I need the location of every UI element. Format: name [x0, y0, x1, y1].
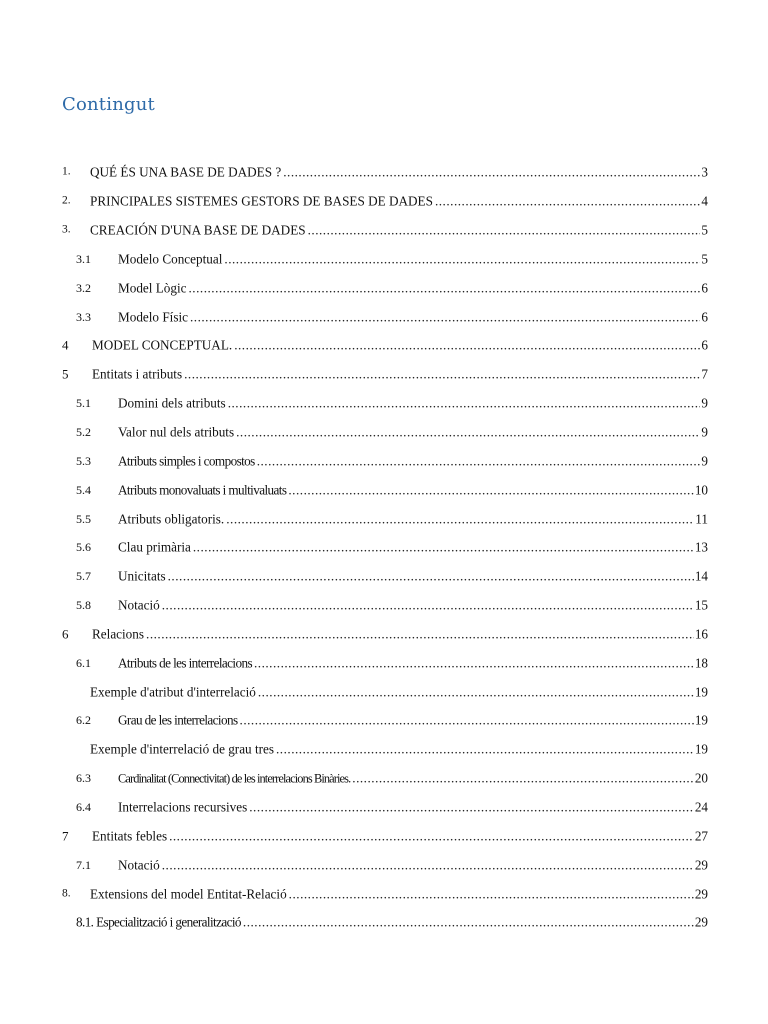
toc-entry[interactable] — [0, 620, 768, 649]
dot-leader — [193, 541, 694, 554]
toc-entry-page: 27 — [694, 828, 708, 844]
toc-entry[interactable] — [0, 504, 768, 533]
toc-entry-page: 9 — [701, 424, 708, 440]
toc-entry-page: 19 — [694, 741, 708, 757]
toc-entry-label: MODEL CONCEPTUAL. — [92, 337, 233, 353]
toc-entry-number: 1. — [62, 165, 71, 178]
toc-entry-number: 3.3 — [76, 309, 91, 324]
dot-leader — [254, 656, 694, 669]
toc-entry-label: Model Lògic — [118, 280, 187, 296]
toc-entry-label: Atributs monovaluats i multivaluats — [118, 482, 287, 498]
toc-entry-number: 6.1 — [76, 655, 91, 670]
dot-leader — [257, 454, 701, 467]
toc-entry[interactable] — [0, 331, 768, 360]
toc-entry-page: 4 — [701, 193, 708, 209]
toc-entry-number: 5.1 — [76, 396, 91, 411]
dot-leader — [184, 368, 700, 381]
toc-entry-number: 6.2 — [76, 713, 91, 728]
toc-entry-number: 5.6 — [76, 540, 91, 555]
toc-entry-number: 6.3 — [76, 771, 91, 786]
toc-entry-page: 6 — [701, 280, 708, 296]
toc-entry[interactable] — [0, 446, 768, 475]
dot-leader — [283, 166, 700, 179]
toc-entry-label: Modelo Conceptual — [118, 251, 223, 267]
toc-entry-label: Notació — [118, 857, 160, 873]
toc-entry[interactable] — [0, 562, 768, 591]
toc-entry-label: CREACIÓN D'UNA BASE DE DADES — [90, 222, 306, 238]
toc-entry-label: Unicitats — [118, 568, 166, 584]
toc-entry-label: Interrelacions recursives — [118, 799, 248, 815]
toc-entry[interactable] — [0, 648, 768, 677]
toc-entry-page: 24 — [694, 799, 708, 815]
toc-entry-page: 19 — [694, 712, 708, 728]
toc-entry-page: 9 — [701, 453, 708, 469]
toc-entry[interactable] — [0, 821, 768, 850]
toc-entry[interactable] — [0, 418, 768, 447]
toc-entry[interactable] — [0, 216, 768, 245]
toc-entry-number: 5.5 — [76, 511, 91, 526]
toc-entry-label: Extensions del model Entitat-Relació — [90, 885, 287, 901]
toc-entry-label: 8.1. Especialització i generalització — [76, 914, 241, 930]
dot-leader — [352, 771, 694, 784]
toc-entry-number: 5 — [62, 366, 69, 382]
dot-leader — [435, 195, 700, 208]
toc-entry-label: Valor nul dels atributs — [118, 424, 235, 440]
toc-entry-label: Atributs simples i compostos — [118, 453, 255, 469]
toc-entry-label: Notació — [118, 597, 160, 613]
toc-entry-page: 6 — [701, 309, 708, 325]
toc-entry-page: 18 — [694, 655, 708, 671]
toc-entry-number: 5.7 — [76, 569, 91, 584]
toc-entry[interactable] — [0, 389, 768, 418]
toc-entry-page: 16 — [694, 626, 708, 642]
dot-leader — [224, 252, 700, 265]
toc-entry[interactable] — [0, 273, 768, 302]
toc-entry[interactable] — [0, 591, 768, 620]
toc-entry-page: 5 — [701, 251, 708, 267]
toc-entry-number: 3.1 — [76, 251, 91, 266]
toc-entry-label: Relacions — [92, 626, 145, 642]
toc-entry-number: 3.2 — [76, 280, 91, 295]
toc-entry-page: 29 — [694, 885, 708, 901]
dot-leader — [190, 310, 700, 323]
toc-entry[interactable] — [0, 158, 768, 187]
toc-entry-page: 14 — [694, 568, 708, 584]
dot-leader — [162, 858, 694, 871]
toc-title: Contingut — [62, 94, 155, 115]
toc-entry-label: Atributs obligatoris. — [118, 510, 225, 526]
dot-leader — [168, 570, 694, 583]
toc-entry-page: 15 — [694, 597, 708, 613]
toc-entry-label: Exemple d'atribut d'interrelació — [90, 684, 256, 700]
toc-entry-label: QUÉ ÉS UNA BASE DE DADES ? — [90, 164, 282, 180]
dot-leader — [243, 916, 694, 929]
dot-leader — [308, 224, 701, 237]
toc-entry[interactable] — [0, 475, 768, 504]
toc-entry-number: 5.2 — [76, 425, 91, 440]
toc-entry-page: 3 — [701, 164, 708, 180]
toc-entry-label: PRINCIPALES SISTEMES GESTORS DE BASES DE DADES — [90, 193, 433, 209]
toc-entry-label: Modelo Físic — [118, 309, 188, 325]
toc-entry-label: Atributs de les interrelacions — [118, 655, 252, 671]
toc-entry-label: Domini dels atributs — [118, 395, 226, 411]
toc-entry[interactable] — [0, 764, 768, 793]
toc-entry-number: 5.4 — [76, 482, 91, 497]
toc-entry-page: 13 — [694, 539, 708, 555]
toc-entry-page: 20 — [694, 770, 708, 786]
toc-entry[interactable] — [0, 908, 768, 937]
dot-leader — [258, 685, 694, 698]
toc-entry[interactable] — [0, 245, 768, 274]
toc-entry-page: 5 — [701, 222, 708, 238]
toc-entry-number: 8. — [62, 886, 71, 899]
toc-entry-page: 19 — [694, 684, 708, 700]
toc-entry[interactable] — [0, 187, 768, 216]
toc-entry-label: Entitats i atributs — [92, 366, 183, 382]
toc-entry-page: 7 — [701, 366, 708, 382]
dot-leader — [249, 800, 694, 813]
toc-entry-page: 11 — [695, 510, 708, 526]
toc-entry-page: 10 — [694, 482, 708, 498]
dot-leader — [169, 829, 694, 842]
dot-leader — [288, 483, 693, 496]
toc-entry-number: 6 — [62, 626, 69, 642]
dot-leader — [234, 339, 700, 352]
toc-entry-label: Exemple d'interrelació de grau tres — [90, 741, 274, 757]
toc-entry-page: 29 — [694, 857, 708, 873]
toc-entry-page: 29 — [694, 914, 708, 930]
toc-entry[interactable] — [0, 302, 768, 331]
toc-entry[interactable] — [0, 850, 768, 879]
toc-entry-label: Grau de les interrelacions — [118, 712, 238, 728]
toc-entry-page: 6 — [701, 337, 708, 353]
dot-leader — [276, 743, 694, 756]
dot-leader — [240, 714, 694, 727]
toc-entry-label: Clau primària — [118, 539, 191, 555]
toc-entry[interactable] — [0, 677, 768, 706]
toc-entry-number: 7.1 — [76, 857, 91, 872]
toc-entry-number: 5.3 — [76, 453, 91, 468]
dot-leader — [289, 887, 694, 900]
toc-entry[interactable] — [0, 533, 768, 562]
toc-entry[interactable] — [0, 879, 768, 908]
toc-entry-label: Entitats febles — [92, 828, 168, 844]
toc-entry-number: 5.8 — [76, 598, 91, 613]
toc-entry-number: 4 — [62, 337, 69, 353]
dot-leader — [228, 397, 701, 410]
toc-entry-page: 9 — [701, 395, 708, 411]
toc-entry[interactable] — [0, 360, 768, 389]
dot-leader — [146, 627, 694, 640]
dot-leader — [236, 425, 700, 438]
dot-leader — [189, 281, 701, 294]
toc-entry[interactable] — [0, 706, 768, 735]
toc-entry-number: 6.4 — [76, 799, 91, 814]
toc-entry[interactable] — [0, 735, 768, 764]
toc-entry-number: 2. — [62, 194, 71, 207]
table-of-contents — [0, 158, 768, 937]
toc-entry-number: 3. — [62, 223, 71, 236]
dot-leader — [162, 598, 694, 611]
toc-entry[interactable] — [0, 793, 768, 822]
toc-entry-label: Cardinalitat (Connectivitat) de les interrelacions Binàries. — [118, 771, 351, 786]
dot-leader — [226, 512, 694, 525]
toc-entry-number: 7 — [62, 828, 69, 844]
